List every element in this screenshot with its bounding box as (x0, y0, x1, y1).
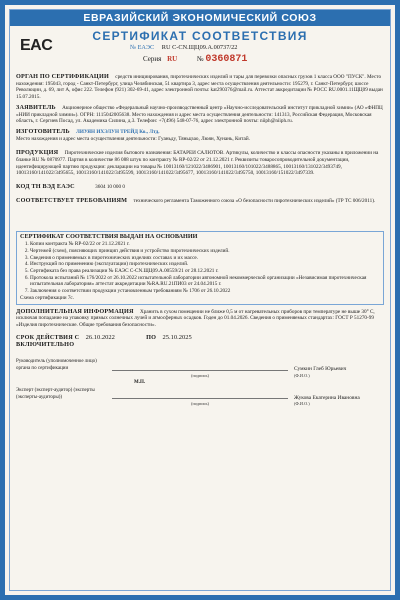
basis-item: 5. Сертификата без права реализации № ЕАЭС С-CN.ЩЦ09.А.00559/21 от 28.12.2021 г. (30, 268, 380, 275)
head-signature-block (16, 359, 384, 379)
expert-caption: Эксперт (эксперт-аудитор) (эксперты (эксперты-аудиторы)) (16, 387, 95, 400)
manufacturer-name: ЛИУЯН ИХЭЛУН ТРЕЙД Ко., Лтд. (76, 128, 160, 135)
extra-info-section (16, 309, 384, 329)
manufacturer-key: ИЗГОТОВИТЕЛЬ (16, 127, 70, 135)
validity-to-date: 25.10.2025 (162, 333, 192, 341)
basis-title: СЕРТИФИКАТ СООТВЕТСТВИЯ ВЫДАН НА ОСНОВАНИИ (20, 232, 198, 240)
basis-list (30, 241, 380, 295)
product-text: Пиротехнические изделия бытового назначения: БАТАРЕИ САЛЮТОВ. Артикулы, количество и классы опасности указаны в приложении на бланке RU № 0870977. Партия в количестве 86 088 штук по контракту № RP-02/22 от 21.12.2021 г. Реквизиты товаросопроводительной документации, идентифицирующей партию продукции: декларации на товары № 10013160/121022/3486901, 10013160/101022/3488865, 10013160/131022/3493749, 10013160/141022/3495655, 10013160/141022/3495599, 10013160/141022/3495677, 10013160/141022/3495750, 10013160/151022/3497339. (16, 150, 379, 177)
validity-to-key: ПО (146, 333, 157, 341)
blank-number: 0360871 (205, 54, 248, 65)
conformity-text: технического регламента Таможенного союза «О безопасности пиротехнических изделий» (ТР ТС 006/2011). (133, 197, 376, 204)
series-line (143, 54, 247, 65)
basis-item: 6. Протокола испытаний № 176/2022 от 26.10.2022 испытательной лаборатории автономной некоммерческой организации «Независимая пиротехническая испытательная лаборатория» аттестат аккредитации №RA.RU.21ПИ03 от 24.04.2015 г. (30, 275, 380, 288)
expert-signature-row (16, 388, 384, 401)
registration-number-line (130, 44, 237, 51)
organ-text: средств инициирования, пиротехнических изделий и тары для перевозки опасных грузов 1 класса ООО "ПУСК". Место нахождения: 195043, город - Санкт-Петербург, улица Челябинская, 51 квартира 3, адрес места осуществления деятельности: 195279, г. Санкт-Петербург, шоссе Революции, д. 69, лит А, офис 222. Телефон (921) 302-69-41, адрес электронной почты: kat290376@mail.ru. Аттестат аккредитации № РОСС RU.0001.11ЩЦ09 выдан 15.07.2015. (16, 74, 383, 101)
validity-from-date: 26.10.2022 (85, 333, 115, 341)
expert-sign-caption: (подпись) (191, 401, 209, 407)
union-header: ЕВРАЗИЙСКИЙ ЭКОНОМИЧЕСКИЙ СОЮЗ (10, 10, 390, 26)
expert-signature-line (112, 388, 288, 399)
conformity-key: СООТВЕТСТВУЕТ ТРЕБОВАНИЯМ (16, 196, 128, 204)
basis-item: 3. Сведения о применяемых в пиротехнических изделиях составах и их массе. (30, 255, 380, 262)
tnved-key: КОД ТН ВЭД ЕАЭС (16, 183, 75, 191)
validity-inclusive: ВКЛЮЧИТЕЛЬНО (16, 341, 75, 349)
series-label: Серия (143, 55, 162, 63)
manufacturer-section (16, 129, 384, 142)
extra-info-text: Хранить в сухом помещении не ближе 0,5 м от нагревательных приборов при температуре не выше 30° С, исключая попадание на упаковку прямых солнечных лучей и атмосферных осадков. Годен до 01.04.2026. Сведения о применяемых стандартах: ГОСТ Р 51270-99 «Изделия пиротехнические. Общие требования безопасности». (16, 308, 375, 328)
applicant-key: ЗАЯВИТЕЛЬ (16, 103, 56, 111)
expert-name: Жукова Екатерина Ивановна (294, 394, 360, 401)
validity-section (16, 335, 384, 349)
organ-key: ОРГАН ПО СЕРТИФИКАЦИИ (16, 73, 109, 80)
head-caption-row (16, 373, 384, 380)
manufacturer-address: Место нахождения и адрес места осуществления деятельности: Гуаньду, Тяньцзао, Люян, Хунань, Китай. (16, 135, 250, 142)
tnved-section (16, 184, 384, 191)
head-name-caption: (Ф.И.О.) (294, 372, 310, 378)
certificate-inner-frame (9, 9, 391, 591)
expert-signature-block (16, 388, 384, 408)
basis-frame (16, 231, 384, 305)
organ-section (16, 74, 384, 101)
product-section (16, 150, 384, 177)
head-name: Сумкин Глеб Юрьевич (294, 365, 347, 372)
head-signature-row (16, 359, 384, 372)
conformity-section (16, 198, 384, 205)
expert-name-caption: (Ф.И.О.) (294, 401, 310, 407)
head-caption: Руководитель (уполномоченное лицо) органа по сертификации (16, 359, 97, 371)
certificate-body (16, 70, 384, 408)
applicant-text: Акционерное общество «Федеральный научно-производственный центр «Научно-исследовательский институт прикладной химии» (АО «ФНПЦ «НИИ прикладной химии»). ОГРН: 1115042005638. Место нахождения и адрес места осуществления деятельности: 141313, Российская Федерация, Московская область, г. Сергиев Посад, ул. Академика Силина, д.3. Телефон: +7(496) 548-07-76, адрес электронной почты: niiph@niiph.ru. (16, 104, 383, 125)
validity-from-key: СРОК ДЕЙСТВИЯ С (16, 333, 80, 341)
basis-item: 2. Чертежей (схем), поясняющих принцип действия и устройство пиротехнических изделий. (30, 248, 380, 255)
extra-info-key: ДОПОЛНИТЕЛЬНАЯ ИНФОРМАЦИЯ (16, 307, 134, 315)
tnved-value: 3604 10 000 0 (95, 184, 125, 191)
eac-mark-logo: EAC (20, 37, 53, 54)
product-key: ПРОДУКЦИЯ (16, 149, 59, 157)
applicant-section (16, 105, 384, 125)
basis-item: 1. Копии контракта № RP-02/22 от 21.12.2021 г. (30, 241, 380, 248)
basis-item: 4. Инструкций по применению (эксплуатации) пиротехнических изделий. (30, 261, 380, 268)
head-sign-caption: (подпись) (191, 372, 209, 378)
head-signature-line (112, 360, 288, 371)
expert-caption-row (16, 401, 384, 408)
registration-label: № ЕАЭС (130, 44, 155, 51)
document-title: СЕРТИФИКАТ СООТВЕТСТВИЯ (92, 29, 308, 43)
blank-number-prefix: № (196, 55, 204, 63)
registration-number: RU C-CN.ЩЦ09.А.00737/22 (161, 44, 238, 51)
basis-item: 7. Заключения о соответствии продукции установленным требованиям № 1706 от 26.10.2022 (30, 288, 380, 295)
stamp-label: М.П. (134, 380, 146, 386)
certification-scheme: Схема сертификации 7с. (20, 294, 75, 301)
series-value: RU (167, 55, 178, 63)
